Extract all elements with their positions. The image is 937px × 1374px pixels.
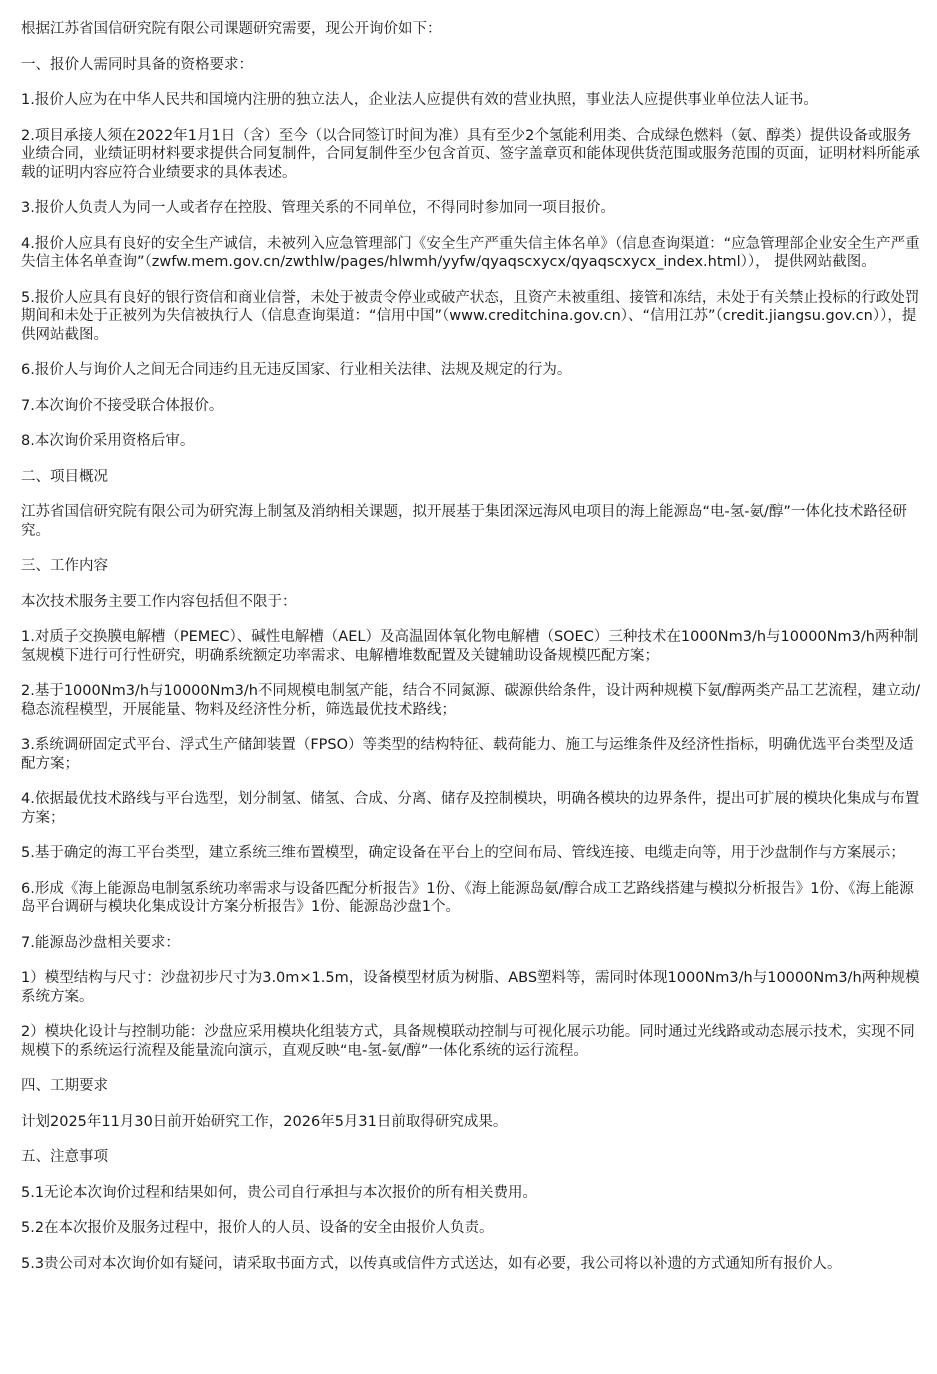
qualification-item-5: 5.报价人应具有良好的银行资信和商业信誉，未处于被责令停业或破产状态，且资产未被重组、接管和冻结，未处于有关禁止投标的行政处罚期间和未处于正被列为失信被执行人（信息查询渠道：“信用中国”（www.creditchina.gov.cn）、“信用江苏”（credit.jiangsu.gov.cn）），提供网站截图。 <box>21 289 920 343</box>
overview-paragraph: 江苏省国信研究院有限公司为研究海上制氢及消纳相关课题，拟开展基于集团深远海风电项目的海上能源岛“电-氢-氨/醇”一体化技术路径研究。 <box>21 504 907 539</box>
work-item-2: 2.基于1000Nm3/h与10000Nm3/h不同规模电制氢产能，结合不同氮源、碳源供给条件，设计两种规模下氨/醇两类产品工艺流程，建立动/稳态流程模型，开展能量、物料及经济性分析，筛选最优技术路线； <box>21 683 921 718</box>
intro-paragraph: 根据江苏省国信研究院有限公司课题研究需要，现公开询价如下： <box>21 21 442 37</box>
qualification-item-3: 3.报价人负责人为同一人或者存在控股、管理关系的不同单位，不得同时参加同一项目报价。 <box>21 200 615 216</box>
work-item-3: 3.系统调研固定式平台、浮式生产储卸装置（FPSO）等类型的结构特征、载荷能力、施工与运维条件及经济性指标，明确优选平台类型及适配方案； <box>21 737 914 772</box>
work-content-intro: 本次技术服务主要工作内容包括但不限于： <box>21 593 297 610</box>
work-item-6: 6.形成《海上能源岛电制氢系统功率需求与设备匹配分析报告》1份、《海上能源岛氨/醇合成工艺路线搭建与模拟分析报告》1份、《海上能源岛平台调研与模块化集成设计方案分析报告》1份、能源岛沙盘1个。 <box>21 880 914 915</box>
qualification-item-1: 1.报价人应为在中华人民共和国境内注册的独立法人，企业法人应提供有效的营业执照，事业法人应提供事业单位法人证书。 <box>21 92 818 108</box>
note-item-5-3: 5.3贵公司对本次询价如有疑问，请采取书面方式，以传真或信件方式送达，如有必要，我公司将以补遗的方式通知所有报价人。 <box>21 1255 842 1272</box>
section-heading-qualifications: 一、报价人需同时具备的资格要求： <box>21 56 253 73</box>
section-heading-work-content: 三、工作内容 <box>21 558 108 574</box>
work-item-5: 5.基于确定的海工平台类型，建立系统三维布置模型，确定设备在平台上的空间布局、管线连接、电缆走向等，用于沙盘制作与方案展示； <box>21 845 905 861</box>
work-item-1: 1.对质子交换膜电解槽（PEMEC）、碱性电解槽（AEL）及高温固体氧化物电解槽（SOEC）三种技术在1000Nm3/h与10000Nm3/h两种制氢规模下进行可行性研究，明确系统额定功率需求、电解槽堆数配置及关键辅助设备规模匹配方案； <box>21 629 919 664</box>
qualification-item-7: 7.本次询价不接受联合体报价。 <box>21 397 224 414</box>
sandbox-requirement-2: 2）模块化设计与控制功能：沙盘应采用模块化组装方式，具备规模联动控制与可视化展示功能。同时通过光线路或动态展示技术，实现不同规模下的系统运行流程及能量流向演示，直观反映“电-氢-氨/醇”一体化系统的运行流程。 <box>21 1024 915 1059</box>
work-item-4: 4.依据最优技术路线与平台选型，划分制氢、储氢、合成、分离、储存及控制模块，明确各模块的边界条件，提出可扩展的模块化集成与布置方案； <box>21 791 920 826</box>
section-heading-notes: 五、注意事项 <box>21 1149 108 1165</box>
sandbox-requirement-1: 1）模型结构与尺寸：沙盘初步尺寸为3.0m×1.5m，设备模型材质为树脂、ABS塑料等，需同时体现1000Nm3/h与10000Nm3/h两种规模系统方案。 <box>21 970 920 1005</box>
qualification-item-6: 6.报价人与询价人之间无合同违约且无违反国家、行业相关法律、法规及规定的行为。 <box>21 362 572 378</box>
qualification-item-2: 2.项目承接人须在2022年1月1日（含）至今（以合同签订时间为准）具有至少2个氢能利用类、合成绿色燃料（氨、醇类）提供设备或服务业绩合同，业绩证明材料要求提供合同复制件，合同复制件至少包含首页、签字盖章页和能体现供货范围或服务范围的页面，证明材料所能承载的证明内容应符合业绩要求的具体表述。 <box>21 127 920 181</box>
note-item-5-2: 5.2在本次报价及服务过程中，报价人的人员、设备的安全由报价人负责。 <box>21 1220 494 1236</box>
qualification-item-8: 8.本次询价采用资格后审。 <box>21 433 195 449</box>
schedule-paragraph: 计划2025年11月30日前开始研究工作，2026年5月31日前取得研究成果。 <box>21 1113 508 1130</box>
section-heading-overview: 二、项目概况 <box>21 468 108 485</box>
section-heading-schedule: 四、工期要求 <box>21 1078 108 1094</box>
work-item-7: 7.能源岛沙盘相关要求： <box>21 934 180 951</box>
note-item-5-1: 5.1无论本次询价过程和结果如何，贵公司自行承担与本次报价的所有相关费用。 <box>21 1184 538 1201</box>
qualification-item-4: 4.报价人应具有良好的安全生产诚信，未被列入应急管理部门《安全生产严重失信主体名单》（信息查询渠道：“应急管理部企业安全生产严重失信主体名单查询”（zwfw.mem.gov.cn/zwthlw/pages/hlwmh/yyfw/qyaqscxycx/qyaqscxycx_index.html））， 提供网站截图。 <box>21 235 920 270</box>
